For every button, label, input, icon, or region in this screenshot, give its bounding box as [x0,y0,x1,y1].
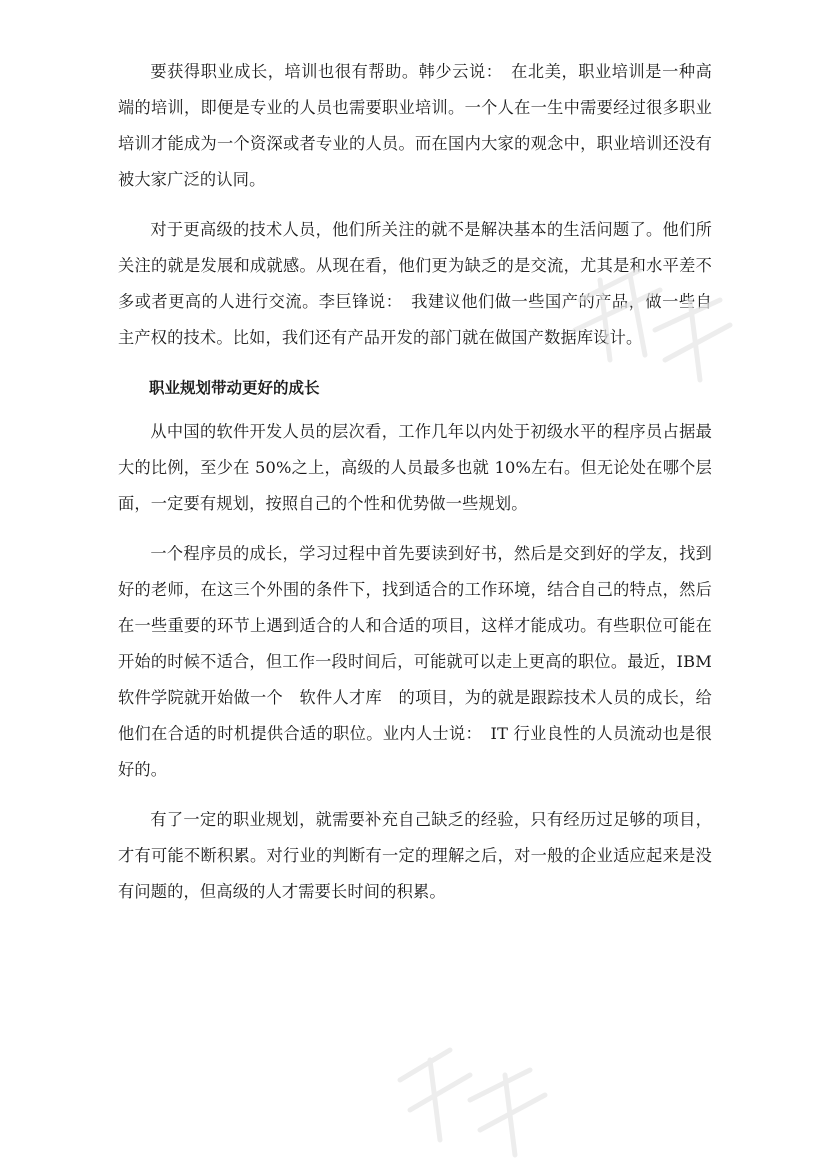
paragraph-levels: 从中国的软件开发人员的层次看，工作几年以内处于初级水平的程序员占据最大的比例，至少在 50%之上，高级的人员最多也就 10%左右。但无论处在哪个层面，一定要有规划，按照自己的个性和优势做一些规划。 [118,422,712,513]
paragraph-experience: 有了一定的职业规划，就需要补充自己缺乏的经验，只有经历过足够的项目，才有可能不断积累。对行业的判断有一定的理解之后，对一般的企业适应起来是没有问题的，但高级的人才需要长时间的积累。 [118,810,712,901]
paragraph-programmer-growth: 一个程序员的成长，学习过程中首先要读到好书，然后是交到好的学友，找到好的老师，在这三个外围的条件下，找到适合的工作环境，结合自己的特点，然后在一些重要的环节上遇到适合的人和合适的项目，这样才能成功。有些职位可能在开始的时候不适合，但工作一段时间后，可能就可以走上更高的职位。最近，IBM 软件学院就开始做一个 软件人才库 的项目，为的就是跟踪技术人员的成长，给他们在合适的时机提供合适的职位。业内人士说： IT 行业良性的人员流动也是很好的。 [118,544,712,779]
paragraph-training: 要获得职业成长，培训也很有帮助。韩少云说： 在北美，职业培训是一种高端的培训，即便是专业的人员也需要职业培训。一个人在一生中需要经过很多职业培训才能成为一个资深或者专业的人员。而在国内大家的观念中，职业培训还没有被大家广泛的认同。 [118,62,712,189]
document-body [118,54,712,924]
section-heading: 职业规划带动更好的成长 [149,378,320,397]
paragraph-senior-staff: 对于更高级的技术人员，他们所关注的就不是解决基本的生活问题了。他们所关注的就是发展和成就感。从现在看，他们更为缺乏的是交流，尤其是和水平差不多或者更高的人进行交流。李巨锋说： 我建议他们做一些国产的产品，做一些自主产权的技术。比如，我们还有产品开发的部门就在做国产数据库设计。 [118,220,712,347]
